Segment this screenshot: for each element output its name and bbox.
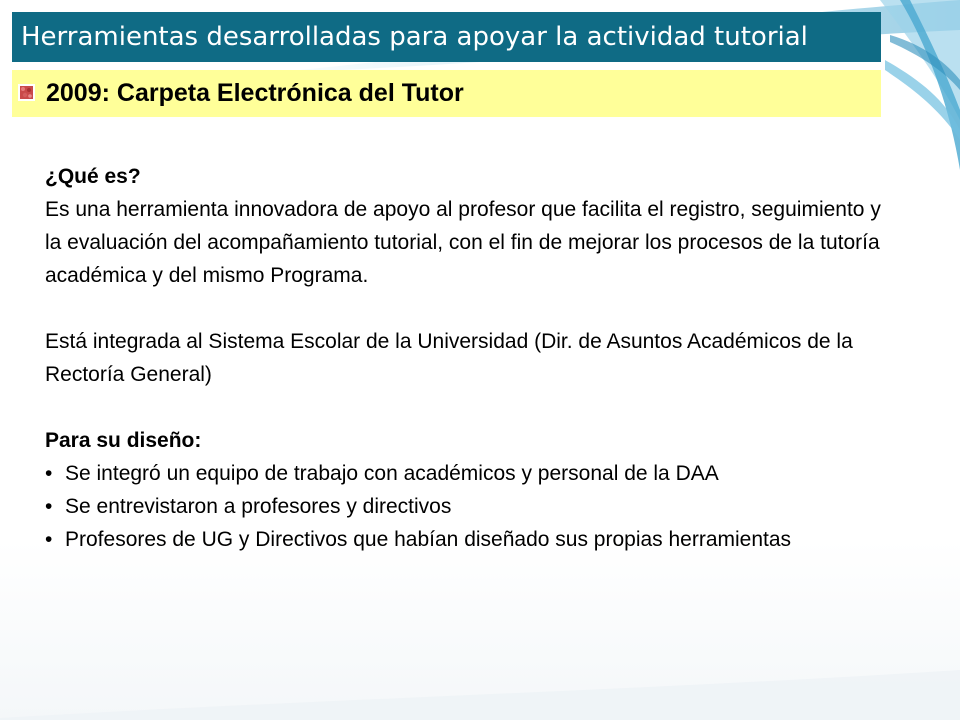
diseno-heading: Para su diseño: [45, 429, 202, 452]
bullet-dot: • [45, 528, 53, 551]
integrada-paragraph: Está integrada al Sistema Escolar de la Universidad (Dir. de Asuntos Académicos de la Rectoría General) [45, 330, 853, 386]
bullet-dot: • [45, 495, 53, 518]
red-square-bullet-icon [18, 84, 35, 101]
que-es-heading: ¿Qué es? [45, 165, 141, 188]
slide-title: Herramientas desarrolladas para apoyar la actividad tutorial [12, 12, 881, 62]
list-item [45, 457, 890, 490]
slide-body [45, 160, 890, 556]
list-item [45, 523, 890, 556]
list-item-text: Se integró un equipo de trabajo con académicos y personal de la DAA [65, 462, 719, 485]
bullet-dot: • [45, 462, 53, 485]
list-item [45, 490, 890, 523]
que-es-paragraph: Es una herramienta innovadora de apoyo al profesor que facilita el registro, seguimiento y la evaluación del acompañamiento tutorial, con el fin de mejorar los procesos de la tutoría académica y del mismo Programa. [45, 198, 881, 287]
list-item-text: Profesores de UG y Directivos que habían diseñado sus propias herramientas [65, 528, 792, 551]
subtitle-banner [12, 70, 881, 117]
subtitle-text: 2009: Carpeta Electrónica del Tutor [46, 79, 464, 107]
list-item-text: Se entrevistaron a profesores y directivos [65, 495, 452, 518]
